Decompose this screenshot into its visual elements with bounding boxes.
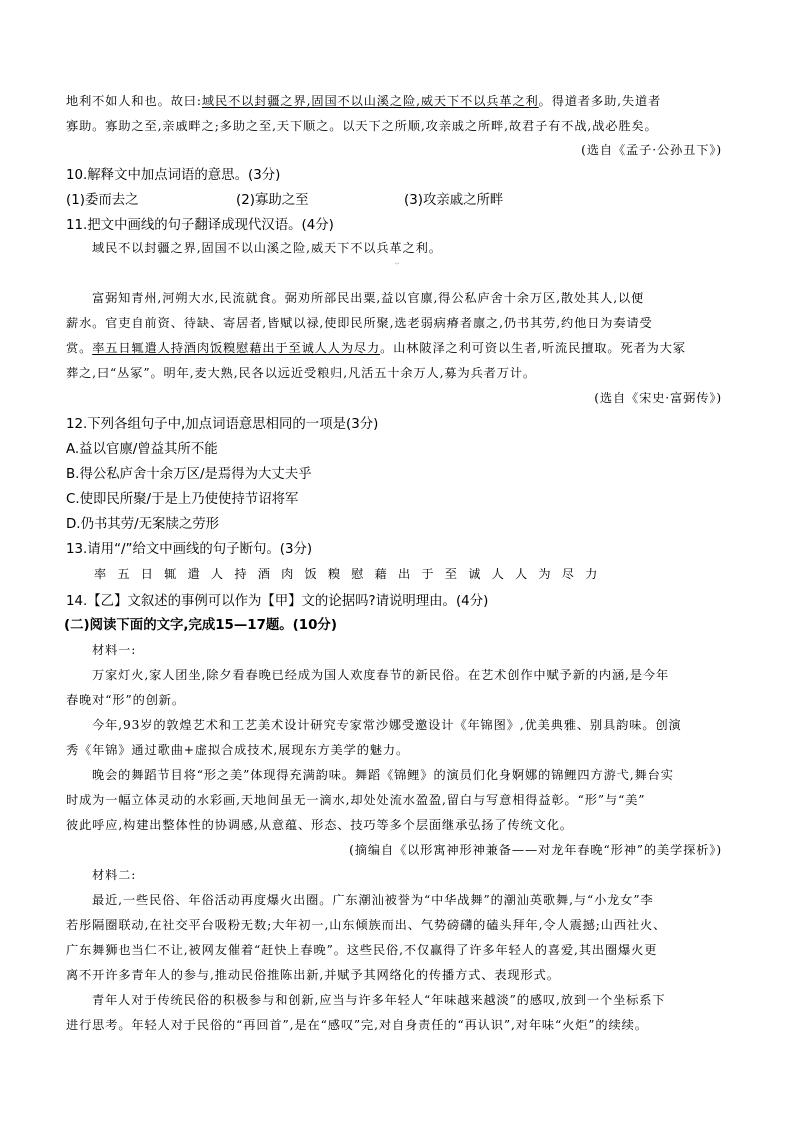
question-12-option-a: A.益以官廪/曾益其所不能: [66, 442, 218, 457]
underlined-sentence: 域民不以封疆之界,固国不以山溪之险,威天下不以兵革之利: [201, 94, 539, 108]
material-1-source: (摘编自《以形寓神形神兼备——对龙年春晚“形神”的美学探析》): [349, 843, 722, 857]
question-12-option-b: B.得公私庐舍十余万区/是焉得为大丈夫乎: [66, 467, 312, 482]
question-14-stem: 14.【乙】文叙述的事例可以作为【甲】文的论据吗?请说明理由。(4分): [66, 594, 489, 609]
passage-a-source: (选自《孟子·公孙丑下》): [581, 143, 722, 157]
material-1-p1-line-2: 春晚对“形”的创新。: [66, 693, 185, 707]
question-13-stem: 13.请用“/”给文中画线的句子断句。(3分): [66, 542, 313, 557]
question-10-item-3: (3)攻亲戚之所畔: [404, 193, 504, 208]
question-11-stem: 11.把文中画线的句子翻译成现代汉语。(4分): [66, 218, 334, 233]
passage-a-line-2: 寡助。寡助之至,亲戚畔之;多助之至,天下顺之。以天下之所顺,攻亲戚之所畔,故君子有不战,战必胜矣。: [66, 119, 658, 133]
text-segment: 。得道者多助,失道者: [538, 94, 662, 108]
text-segment: 地利不如人和也。故曰:: [66, 94, 202, 108]
passage-a-line-1: [66, 92, 661, 109]
material-2-p1-line-4: 离不开许多青年人的参与,推动民俗推陈出新,并赋予其网络化的传播方式、表现形式。: [66, 968, 560, 982]
passage-b-line-4: 葬之,曰“丛冢”。明年,麦大熟,民各以远近受粮归,凡活五十余万人,募为兵者万计。: [66, 366, 537, 380]
question-12-option-d: D.仍书其劳/无案牍之劳形: [66, 517, 219, 532]
question-11-sentence: 域民不以封疆之界,固国不以山溪之险,威天下不以兵革之利。: [92, 241, 442, 255]
question-12-option-c: C.使即民所聚/于是上乃使使持节诏将军: [66, 492, 299, 507]
material-1-p3-line-1: 晚会的舞蹈节目将“形之美”体现得充满韵味。舞蹈《锦鲤》的演员们化身婀娜的锦鲤四方游弋,舞台实: [92, 768, 674, 782]
question-12-stem: 12.下列各组句子中,加点词语意思相同的一项是(3分): [66, 417, 379, 432]
underlined-sentence: 率五日辄遣人持酒肉饭糗慰藉出于至诚人人为尽力: [92, 341, 381, 355]
passage-b-line-1: 富弼知青州,河朔大水,民流就食。弼劝所部民出粟,益以官廪,得公私庐舍十余万区,散处其人,以便: [92, 291, 645, 305]
material-1-p2-line-1: 今年,93岁的敦煌艺术和工艺美术设计研究专家常沙娜受邀设计《年锦图》,优美典雅、别具韵味。创演: [92, 718, 682, 732]
material-2-p2-line-2: 进行思考。年轻人对于民俗的“再回首”,是在“感叹”完,对自身责任的“再认识”,对年味“火炬”的续续。: [66, 1018, 648, 1032]
section-2-heading: (二)阅读下面的文字,完成15—17题。(10分): [64, 618, 337, 633]
material-1-p3-line-2: 时成为一幅立体灵动的水彩画,天地间虽无一滴水,却处处流水盈盈,留白与写意相得益彰。“形”与“美”: [66, 793, 646, 807]
passage-b-source: (选自《宋史·富弼传》): [594, 391, 722, 405]
material-1-label: 材料一:: [92, 643, 137, 657]
material-2-label: 材料二:: [92, 868, 137, 882]
question-10-item-1: (1)委而去之: [66, 193, 139, 208]
question-10-item-2: (2)寡助之至: [236, 193, 309, 208]
material-2-p1-line-2: 若彤隔圈联动,在社交平台吸粉无数;大年初一,山东倾族而出、气势磅礴的磕头拜年,令人震撼;山西社火、: [66, 918, 667, 932]
material-2-p1-line-1: 最近,一些民俗、年俗活动再度爆火出圈。广东潮汕被誉为“中华战舞”的潮汕英歌舞,与“小龙女”李: [92, 893, 654, 907]
passage-b-heading: 【乙】: [394, 264, 400, 265]
question-10-stem: 10.解释文中加点词语的意思。(3分): [66, 168, 281, 183]
text-segment: 赏。: [66, 341, 93, 355]
text-segment: 。山林陂泽之利可资以生者,听流民擅取。死者为大冢: [380, 341, 686, 355]
material-1-p3-line-3: 彼此呼应,构建出整体性的协调感,从意蕴、形态、技巧等多个层面继承弘扬了传统文化。: [66, 818, 573, 832]
material-2-p1-line-3: 广东舞狮也当仁不让,被网友催着“赶快上春晚”。这些民俗,不仅赢得了许多年轻人的喜爱,其出圈爆火更: [66, 943, 658, 957]
material-1-p2-line-2: 秀《年锦》通过歌曲+虚拟合成技术,展现东方美学的魅力。: [66, 743, 410, 757]
passage-b-line-3: [66, 339, 686, 356]
passage-b-line-2: 薪水。官吏自前资、待缺、寄居者,皆赋以禄,使即民所聚,选老弱病瘠者廪之,仍书其劳,约他日为奏请受: [66, 316, 653, 330]
material-1-p1-line-1: 万家灯火,家人团坐,除夕看春晚已经成为国人欢度春节的新民俗。在艺术创作中赋予新的内涵,是今年: [92, 668, 670, 682]
material-2-p2-line-1: 青年人对于传统民俗的积极参与和创新,应当与许多年轻人“年味越来越淡”的感叹,放到一个坐标系下: [92, 993, 666, 1007]
question-13-sentence: 率五日辄遣人持酒肉饭糗慰藉出于至诚人人为尽力: [94, 567, 609, 581]
